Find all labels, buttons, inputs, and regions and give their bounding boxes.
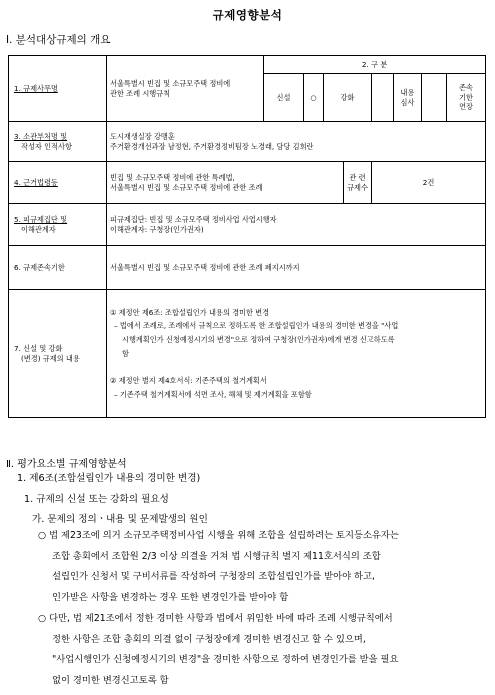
paragraph-2: ○ 다만, 법 제21조에서 정한 경미한 사항과 법에서 위임한 바에 따라 조례 시행규칙에서 정한 사항은 조합 총회의 의결 없이 구청장에게 경미한 변경신고 할 수 있으며, "사업시행인가 신청예정시기의 변경"을 경미한 사항으로 정하여 변경인가를 받을 필요 없이 경미한 변경신고토록 함: [38, 613, 399, 686]
type-extension-label: 존속 기한 연장: [447, 74, 486, 122]
related-regulation-count-value: 2건: [372, 162, 486, 204]
paragraph-1: ○ 법 제23조에 의거 소규모주택정비사업 시행을 위해 조합을 설립하려는 토지등소유자는 조합 총회에서 조합원 2/3 이상 의결을 거쳐 법 시행규칙 별지 제11호서식의 조합 설립인가 신청서 및 구비서류를 작성하여 구청장의 조합설립인가를 받아야 하고, 인가받은 사항을 변경하는 경우 또한 변경인가를 받아야 함: [38, 530, 399, 603]
related-regulation-count-label: 관 련 규제수: [344, 162, 372, 204]
article-heading: 1. 제6조(조합설립인가 내용의 경미한 변경): [17, 473, 201, 484]
type-header: 2. 구 분: [264, 56, 486, 74]
ministry-content: 도시재생실장 강맹훈 주거환경개선과장 남정현, 주거환경정비팀장 노경래, 담당 김희란: [107, 122, 486, 162]
type-content-review-mark: [422, 74, 447, 122]
duration-content: 서울특별시 빈집 및 소규모주택 정비에 관한 조례 폐지시까지: [107, 246, 486, 290]
type-new-label: 신설: [264, 74, 304, 122]
row-label-legal-basis: 4. 근거법령등: [9, 162, 107, 204]
row-label-regulated-groups: 5. 피규제집단 및 이해관계자: [9, 204, 107, 246]
legal-basis-content: 빈집 및 소규모주택 정비에 관한 특례법, 서울특별시 빈집 및 소규모주택 정비에 관한 조례: [107, 162, 344, 204]
regulation-content: ① 제정안 제6조: 조합설립인가 내용의 경미한 변경 – 법에서 조례로, 조례에서 규칙으로 정하도록 한 조합설립인가 내용의 경미한 변경을 "사업 시행계획인가 신청예정시기의 변경"으로 정하여 구청장(인가권자)에게 변경 신고하도록 함 ② 제정안 별지 제4호서식: 기존주택의 철거계획서 – 기존주택 철거계획서에 석면 조사, 해체 및 제거계획을 포함함: [107, 290, 486, 418]
regulated-groups-content: 피규제집단: 빈집 및 소규모주택 정비사업 사업시행자 이해관계자: 구청장(인가권자): [107, 204, 486, 246]
row-label-regulation-name: 1. 규제사무명: [9, 56, 107, 122]
row-label-ministry: 3. 소관부처명 및 작성자 인적사항: [9, 122, 107, 162]
type-new-mark: ○: [304, 74, 324, 122]
section-2-heading: Ⅱ. 평가요소별 규제영향분석: [6, 459, 127, 470]
type-content-review-label: 내용 심사: [394, 74, 422, 122]
row-label-regulation-content: 7. 신설 및 강화 (변경) 규제의 내용: [9, 290, 107, 418]
regulation-name-content: 서울특별시 빈집 및 소규모주택 정비에 관한 조례 시행규칙: [107, 56, 264, 122]
row-label-duration: 6. 규제존속기한: [9, 246, 107, 290]
topic-heading: 가. 문제의 정의ㆍ내용 및 문제발생의 원인: [32, 514, 208, 525]
subsection-heading: 1. 규제의 신설 또는 강화의 필요성: [24, 494, 169, 505]
type-strengthen-mark: [372, 74, 394, 122]
type-strengthen-label: 강화: [324, 74, 372, 122]
page-title: 규제영향분석: [212, 8, 283, 22]
section-1-heading: Ⅰ. 분석대상규제의 개요: [6, 34, 111, 46]
regulation-overview-table: [8, 55, 486, 418]
